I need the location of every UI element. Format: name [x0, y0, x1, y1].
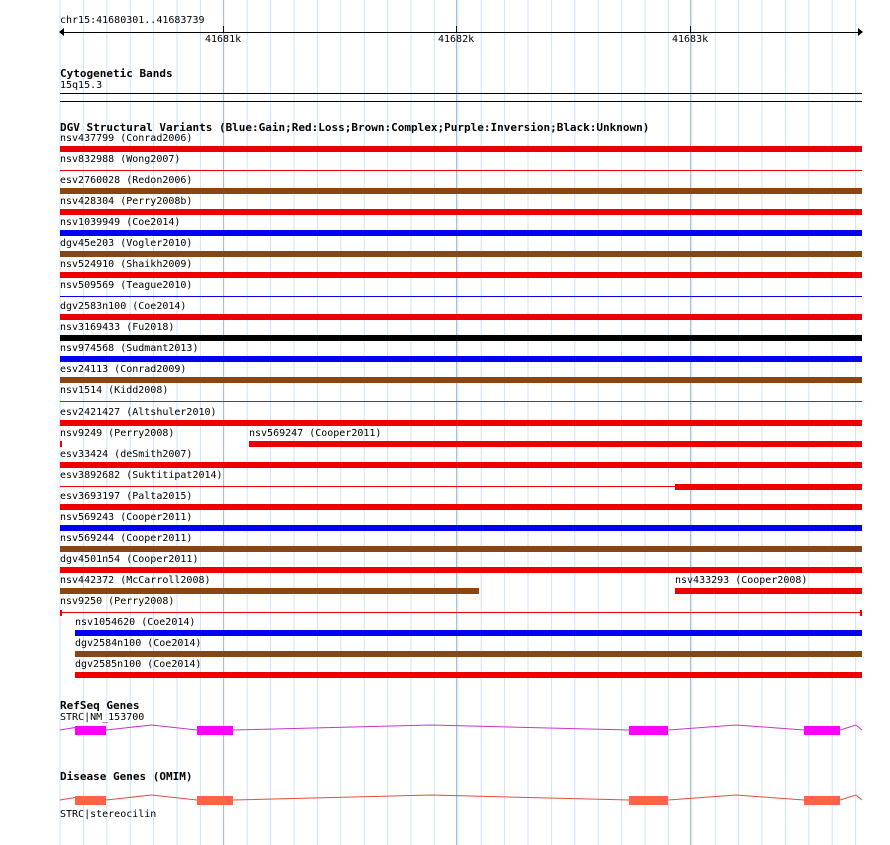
- ruler-axis[interactable]: [60, 26, 862, 46]
- variant-bar[interactable]: [60, 335, 862, 341]
- variant-bar-thick-segment[interactable]: [675, 484, 862, 490]
- ruler-tick-label: 41681k: [205, 34, 242, 45]
- variant-label[interactable]: nsv442372 (McCarroll2008): [60, 575, 211, 586]
- ruler-tick-label: 41682k: [438, 34, 475, 45]
- exon-block[interactable]: [804, 796, 840, 805]
- variant-bar[interactable]: [60, 612, 862, 613]
- variant-label[interactable]: nsv1039949 (Coe2014): [60, 217, 181, 228]
- track-title-omim: Disease Genes (OMIM): [60, 770, 193, 783]
- variant-bar[interactable]: [60, 462, 862, 468]
- variant-label[interactable]: nsv1054620 (Coe2014): [75, 617, 196, 628]
- variant-bar[interactable]: [60, 188, 862, 194]
- omim-gene-model[interactable]: [0, 791, 890, 809]
- variant-bar[interactable]: [60, 314, 862, 320]
- ruler-tick: [690, 26, 691, 32]
- variant-bar[interactable]: [60, 296, 862, 297]
- cytoband-label[interactable]: 15q15.3: [60, 80, 103, 91]
- variant-bar[interactable]: [75, 672, 862, 678]
- variant-label[interactable]: esv3693197 (Palta2015): [60, 491, 193, 502]
- ruler-left-arrow-icon: [59, 28, 64, 36]
- variant-bar[interactable]: [249, 441, 862, 447]
- variant-bar[interactable]: [60, 377, 862, 383]
- variant-bar[interactable]: [60, 251, 862, 257]
- variant-label[interactable]: nsv1514 (Kidd2008): [60, 385, 169, 396]
- variant-label[interactable]: nsv832988 (Wong2007): [60, 154, 181, 165]
- variant-bar[interactable]: [60, 486, 862, 487]
- refseq-gene-model[interactable]: [0, 721, 890, 739]
- ruler-range-label: chr15:41680301..41683739: [60, 15, 205, 26]
- ruler-line: [60, 32, 862, 33]
- ruler-tick-label: 41683k: [672, 34, 709, 45]
- intron-line: [60, 795, 862, 800]
- variant-label[interactable]: nsv569243 (Cooper2011): [60, 512, 193, 523]
- variant-bar[interactable]: [60, 546, 862, 552]
- variant-label[interactable]: nsv569244 (Cooper2011): [60, 533, 193, 544]
- variant-bar[interactable]: [75, 651, 862, 657]
- exon-block[interactable]: [629, 796, 668, 805]
- variant-label[interactable]: esv24113 (Conrad2009): [60, 364, 187, 375]
- variant-label[interactable]: esv2421427 (Altshuler2010): [60, 407, 217, 418]
- exon-block[interactable]: [75, 726, 106, 735]
- exon-block[interactable]: [197, 796, 233, 805]
- variant-label[interactable]: nsv9250 (Perry2008): [60, 596, 175, 607]
- variant-bar[interactable]: [60, 230, 862, 236]
- variant-label[interactable]: esv2760028 (Redon2006): [60, 175, 193, 186]
- variant-label[interactable]: dgv2583n100 (Coe2014): [60, 301, 187, 312]
- variant-label[interactable]: nsv433293 (Cooper2008): [675, 575, 808, 586]
- exon-block[interactable]: [75, 796, 106, 805]
- track-title-dgv: DGV Structural Variants (Blue:Gain;Red:Loss;Brown:Complex;Purple:Inversion;Black:Unknown): [60, 121, 650, 134]
- variant-label[interactable]: nsv9249 (Perry2008): [60, 428, 175, 439]
- variant-label[interactable]: esv3892682 (Suktitipat2014): [60, 470, 223, 481]
- variant-bar[interactable]: [60, 420, 862, 426]
- cytoband-line-bottom: [60, 101, 862, 102]
- exon-block[interactable]: [629, 726, 668, 735]
- variant-label[interactable]: nsv569247 (Cooper2011): [249, 428, 382, 439]
- variant-label[interactable]: nsv524910 (Shaikh2009): [60, 259, 193, 270]
- variant-bar[interactable]: [60, 567, 862, 573]
- variant-bar[interactable]: [60, 170, 862, 171]
- refseq-gene-label[interactable]: STRC|NM_153700: [60, 712, 145, 723]
- variant-bar[interactable]: [60, 356, 862, 362]
- variant-bar[interactable]: [60, 209, 862, 215]
- variant-label[interactable]: dgv2585n100 (Coe2014): [75, 659, 202, 670]
- variant-label[interactable]: nsv509569 (Teague2010): [60, 280, 193, 291]
- exon-block[interactable]: [197, 726, 233, 735]
- variant-bar[interactable]: [60, 146, 862, 152]
- track-title-refseq: RefSeq Genes: [60, 699, 140, 712]
- omim-gene-label[interactable]: STRC|stereocilin: [60, 809, 157, 820]
- variant-bar-cap: [60, 610, 62, 616]
- track-title-cytobands: Cytogenetic Bands: [60, 67, 173, 80]
- variant-label[interactable]: nsv974568 (Sudmant2013): [60, 343, 199, 354]
- variant-label[interactable]: dgv45e203 (Vogler2010): [60, 238, 193, 249]
- ruler-tick: [223, 26, 224, 32]
- variant-bar[interactable]: [75, 630, 862, 636]
- variant-bar[interactable]: [60, 504, 862, 510]
- variant-bar[interactable]: [60, 401, 862, 402]
- variant-bar[interactable]: [60, 525, 862, 531]
- variant-bar[interactable]: [675, 588, 862, 594]
- ruler-tick: [456, 26, 457, 32]
- variant-bar-cap: [860, 610, 862, 616]
- variant-label[interactable]: nsv3169433 (Fu2018): [60, 322, 175, 333]
- variant-label[interactable]: nsv428304 (Perry2008b): [60, 196, 193, 207]
- exon-block[interactable]: [804, 726, 840, 735]
- variant-label[interactable]: dgv2584n100 (Coe2014): [75, 638, 202, 649]
- intron-line: [60, 725, 862, 730]
- ruler-right-arrow-icon: [858, 28, 863, 36]
- variant-bar[interactable]: [60, 588, 479, 594]
- variant-bar[interactable]: [60, 272, 862, 278]
- cytoband-line-top: [60, 93, 862, 94]
- variant-label[interactable]: nsv437799 (Conrad2006): [60, 133, 193, 144]
- variant-label[interactable]: dgv4501n54 (Cooper2011): [60, 554, 199, 565]
- variant-bar[interactable]: [60, 441, 62, 447]
- variant-label[interactable]: esv33424 (deSmith2007): [60, 449, 193, 460]
